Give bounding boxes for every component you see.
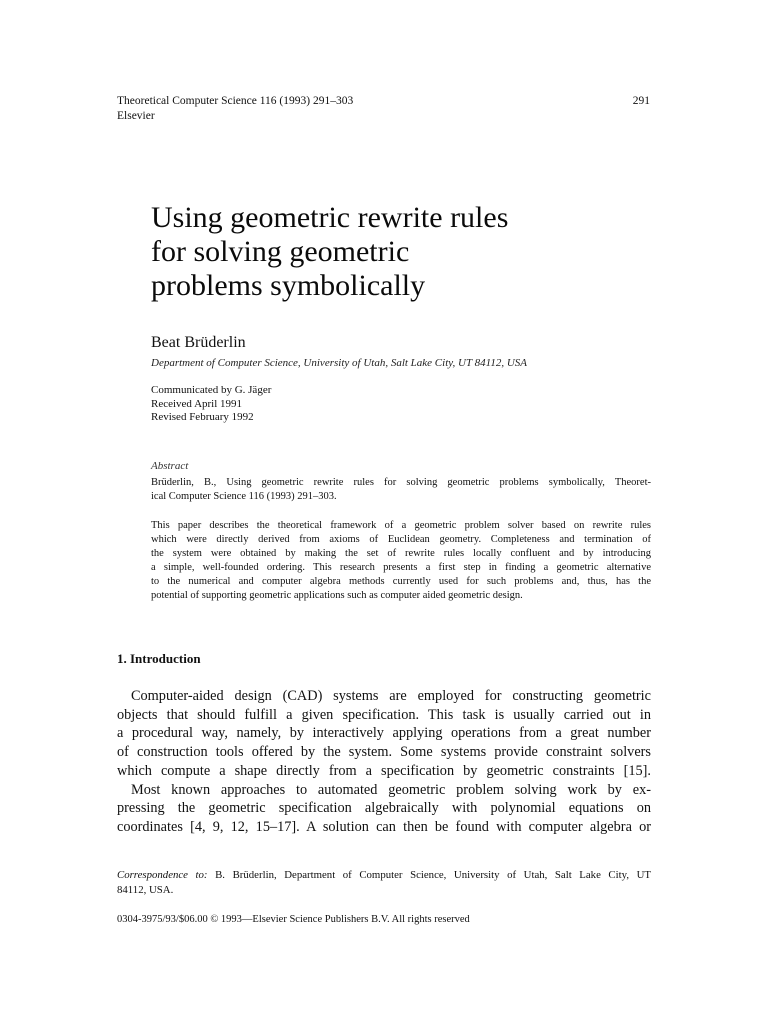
abstract-citation-line: Brüderlin, B., Using geometric rewrite rules for solving geometric problems symbolically, Theoret- (151, 477, 651, 488)
publisher-name: Elsevier (117, 110, 155, 122)
abstract-citation-line: ical Computer Science 116 (1993) 291–303. (151, 491, 337, 502)
body-line: which compute a shape directly from a specification by geometric constraints [15]. (117, 762, 651, 779)
page-number: 291 (632, 95, 650, 107)
received-date: Received April 1991 (151, 397, 243, 410)
body-line: pressing the geometric specification algebraically with polynomial equations on (117, 800, 651, 817)
abstract-line: This paper describes the theoretical framework of a geometric problem solver based on rewrite rules (151, 520, 651, 531)
title-line: for solving geometric (151, 235, 410, 268)
body-line: a procedural way, namely, by interactively applying operations from a great number (117, 725, 651, 742)
abstract-line: the system were obtained by making the set of rewrite rules locally confluent and by introducing (151, 548, 651, 559)
footnote-line: 84112, USA. (117, 884, 174, 896)
revised-date: Revised February 1992 (151, 411, 254, 423)
body-line: objects that should fulfill a given specification. This task is usually carried out in (117, 706, 651, 723)
copyright-line: 0304-3975/93/$06.00 © 1993—Elsevier Science Publishers B.V. All rights reserved (117, 914, 470, 925)
abstract-line: to the numerical and computer algebra methods currently used for such problems and, thus, has the (151, 576, 651, 587)
correspondence-footnote (117, 868, 651, 898)
abstract-line: potential of supporting geometric applications such as computer aided geometric design. (151, 590, 523, 601)
submission-history (151, 384, 271, 425)
footnote-text: B. Brüderlin, Department of Computer Science, University of Utah, Salt Lake City, UT (215, 869, 651, 881)
body-line: of construction tools offered by the system. Some systems provide constraint solvers (117, 744, 651, 761)
body-line: Computer-aided design (CAD) systems are employed for constructing geometric (131, 688, 651, 704)
author-affiliation: Department of Computer Science, University of Utah, Salt Lake City, UT 84112, USA (151, 357, 527, 369)
title-line: problems symbolically (151, 269, 426, 302)
title-line: Using geometric rewrite rules (151, 201, 509, 234)
section-heading: 1. Introduction (117, 651, 201, 666)
abstract-line: which were directly derived from axioms of Euclidean geometry. Completeness and termination of (151, 534, 651, 545)
abstract-line: a simple, well-founded ordering. This research presents a first step in finding a geometric alternative (151, 562, 651, 573)
communicated-by: Communicated by G. Jäger (151, 384, 272, 396)
journal-citation: Theoretical Computer Science 116 (1993) 291–303 (117, 95, 354, 107)
introduction-body (117, 687, 651, 837)
abstract-citation (151, 476, 651, 504)
paper-title (151, 201, 671, 303)
body-line: Most known approaches to automated geometric problem solving work by ex- (131, 781, 651, 798)
footnote-line (117, 868, 651, 883)
author-name: Beat Brüderlin (151, 334, 246, 351)
footnote-label: Correspondence to: (117, 869, 208, 881)
abstract-body (151, 519, 651, 603)
abstract-heading: Abstract (151, 460, 189, 472)
body-line: coordinates [4, 9, 12, 15–17]. A solution can then be found with computer algebra or (117, 818, 651, 835)
